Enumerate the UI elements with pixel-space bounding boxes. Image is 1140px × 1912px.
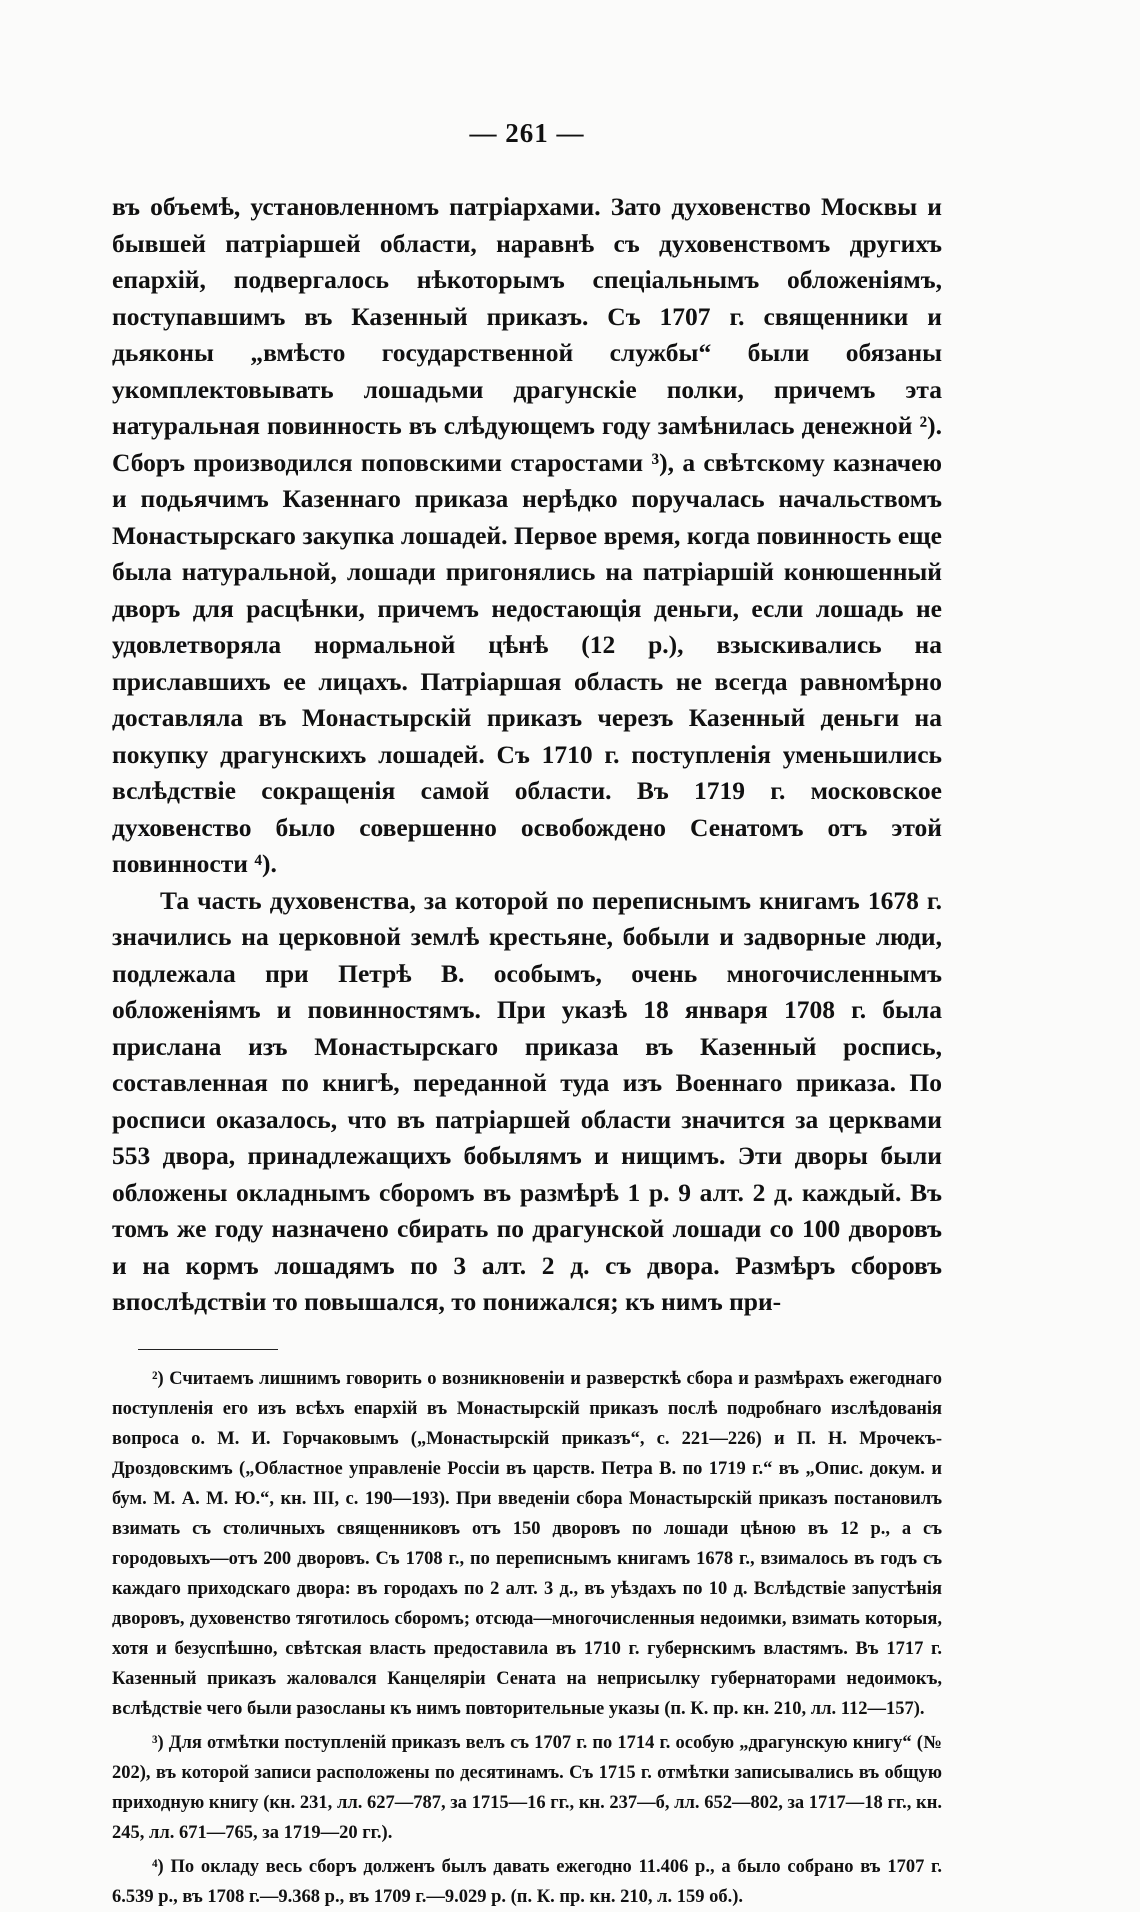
main-text — [112, 189, 942, 1321]
footnote: ⁴) По окладу весь сборъ долженъ былъ давать ежегодно 11.406 р., а было собрано въ 1707 г. 6.539 р., въ 1708 г.—9.368 р., въ 1709 г.—9.029 р. (п. К. пр. кн. 210, л. 159 об.). — [112, 1856, 942, 1907]
page-number: — 261 — — [469, 118, 585, 148]
paragraph: въ объемѣ, установленномъ патріархами. Зато духовенство Москвы и бывшей патріаршей области, наравнѣ съ духовенствомъ другихъ епархій, подвергалось нѣкоторымъ спеціальнымъ обложеніямъ, поступавшимъ въ Казенный приказъ. Съ 1707 г. священники и дьяконы „вмѣсто государственной службы“ были обязаны укомплектовывать лошадьми драгунскіе полки, причемъ эта натуральная повинность въ слѣдующемъ году замѣнилась денежной ²). Сборъ производился поповскими старостами ³), а свѣтскому казначею и подьячимъ Казеннаго приказа нерѣдко поручалась начальствомъ Монастырскаго закупка лошадей. Первое время, когда повинность еще была натуральной, лошади пригонялись на патріаршій конюшенный дворъ для расцѣнки, причемъ недостающія деньги, если лошадь не удовлетворяла нормальной цѣнѣ (12 р.), взыскивались на приславшихъ ее лицахъ. Патріаршая область не всегда равномѣрно доставляла въ Монастырскій приказъ черезъ Казенный деньги на покупку драгунскихъ лошадей. Съ 1710 г. поступленія уменьшились вслѣдствіе сокращенія самой области. Въ 1719 г. московское духовенство было совершенно освобождено Сенатомъ отъ этой повинности ⁴). — [112, 192, 942, 878]
footnote-separator — [138, 1349, 278, 1350]
page — [112, 118, 942, 1912]
footnote: ²) Считаемъ лишнимъ говорить о возникновеніи и разверсткѣ сбора и размѣрахъ ежегоднаго поступленія его изъ всѣхъ епархій въ Монастырскій приказъ послѣ подробнаго изслѣдованія вопроса о. М. И. Горчаковымъ („Монастырскій приказъ“, с. 221—226) и П. Н. Мрочекъ-Дроздовскимъ („Областное управленіе Россіи въ царств. Петра В. по 1719 г.“ въ „Опис. докум. и бум. М. А. М. Ю.“, кн. III, с. 190—193). При введеніи сбора Монастырскій приказъ постановилъ взимать съ столичныхъ священниковъ отъ 150 дворовъ по лошади цѣною въ 12 р., а съ городовыхъ—отъ 200 дворовъ. Съ 1708 г., по переписнымъ книгамъ 1678 г., взималось въ годъ съ каждаго приходскаго двора: въ городахъ по 2 алт. 3 д., въ уѣздахъ по 10 д. Вслѣдствіе запустѣнія дворовъ, духовенство тяготилось сборомъ; отсюда—многочисленныя недоимки, взимать которыя, хотя и безуспѣшно, свѣтская власть предоставила въ 1710 г. губернскимъ властямъ. Въ 1717 г. Казенный приказъ жаловался Канцеляріи Сената на неприсылку губернаторами недоимокъ, вслѣдствіе чего были разосланы къ нимъ повторительные указы (п. К. пр. кн. 210, лл. 112—157). — [112, 1368, 942, 1719]
paragraph: Та часть духовенства, за которой по переписнымъ книгамъ 1678 г. значились на церковной землѣ крестьяне, бобыли и задворные люди, подлежала при Петрѣ В. особымъ, очень многочисленнымъ обложеніямъ и повинностямъ. При указѣ 18 января 1708 г. была прислана изъ Монастырскаго приказа въ Казенный роспись, составленная по книгѣ, переданной туда изъ Военнаго приказа. По росписи оказалось, что въ патріаршей области значится за церквами 553 двора, принадлежащихъ бобылямъ и нищимъ. Эти дворы были обложены окладнымъ сборомъ въ размѣрѣ 1 р. 9 алт. 2 д. каждый. Въ томъ же году назначено сбирать по драгунской лошади со 100 дворовъ и на кормъ лошадямъ по 3 алт. 2 д. съ двора. Размѣръ сборовъ впослѣдствіи то повышался, то понижался; къ нимъ при- — [112, 885, 942, 1316]
footnotes — [112, 1364, 942, 1912]
footnote: ³) Для отмѣтки поступленій приказъ велъ съ 1707 г. по 1714 г. особую „драгунскую книгу“ (№ 202), въ которой записи расположены по десятинамъ. Съ 1715 г. отмѣтки записывались въ общую приходную книгу (кн. 231, лл. 627—787, за 1715—16 гг., кн. 237—б, лл. 652—802, за 1717—18 гг., кн. 245, лл. 671—765, за 1719—20 гг.). — [112, 1732, 942, 1843]
